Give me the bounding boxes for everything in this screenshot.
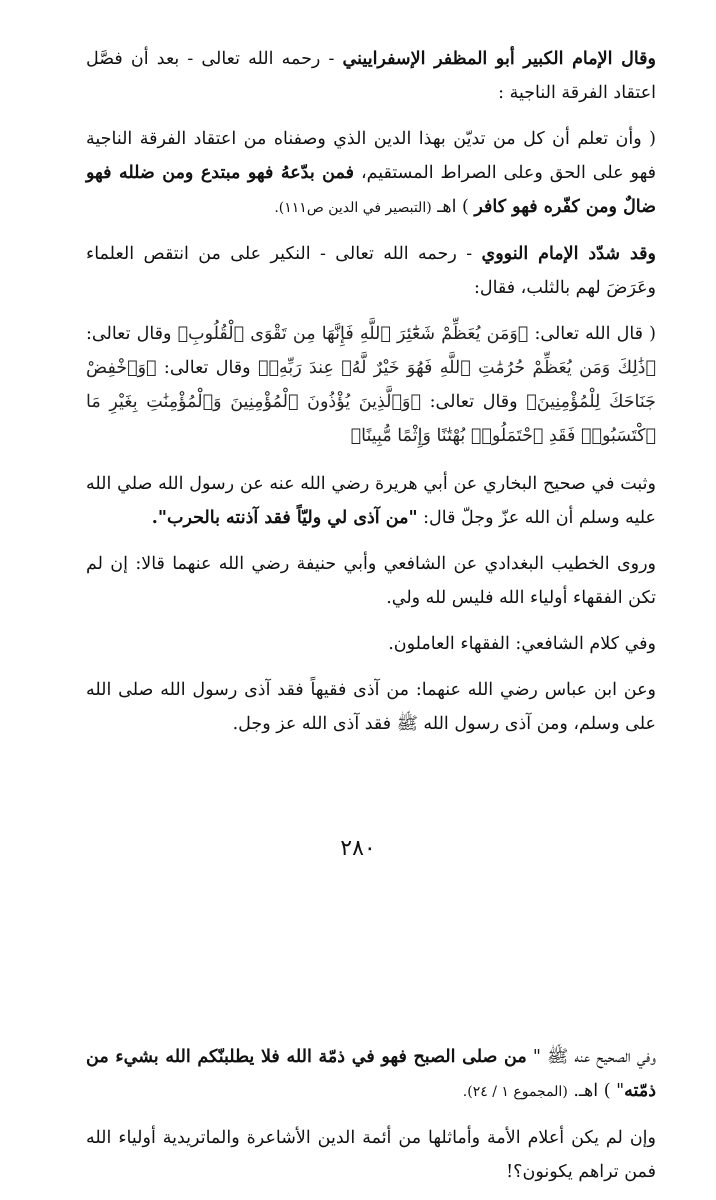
quran-verse-3: ﴿وَٱخْفِضْ جَنَاحَكَ لِلْمُؤْمِنِينَ﴾	[86, 358, 656, 412]
quran-verse-4: ﴿وَٱلَّذِينَ يُؤْذُونَ ٱلْمُؤْمِنِينَ وَٱلْمُؤْمِنَٰتِ بِغَيْرِ مَا ٱكْتَسَبُوا۟ فَقَدِ ٱحْتَمَلُوا۟ بُهْتَٰنًا وَإِثْمًا مُّبِينًا﴾	[86, 392, 656, 446]
paragraph-shafii: وفي كلام الشافعي: الفقهاء العاملون.	[388, 634, 656, 654]
paragraph-nawawi	[86, 237, 656, 305]
paragraph-isfarayini	[86, 42, 656, 110]
sahih-hadith-end: " ) اهـ.	[567, 1081, 625, 1101]
tabsir-quote-text: ( وأن تعلم أن كل من تديّن بهذا الدين الذي وصفناه من اعتقاد الفرقة الناجية فهو على الحق وعلى الصراط المستقيم،	[86, 129, 656, 183]
tabsir-quote-bold: فمن بدّعهُ فهو مبتدع ومن ضلله فهو ضالٌ ومن كفّره فهو كافر	[86, 163, 656, 217]
paragraph-khatib: وروى الخطيب البغدادي عن الشافعي وأبي حنيفة رضي الله عنهما قالا: إن لم تكن الفقهاء أولياء الله فليس لله ولي.	[86, 554, 656, 608]
nawawi-intro: - رحمه الله تعالى - النكير على من انتقص العلماء وعَرَضَ لهم بالثلب، فقال:	[86, 244, 656, 298]
verse-intro-1: ( قال الله تعالى:	[528, 324, 656, 344]
isfarayini-intro: - رحمه الله تعالى - بعد أن فصَّل اعتقاد الفرقة الناجية :	[86, 49, 656, 103]
sahih-hadith-text: من صلى الصبح فهو في ذمّة الله فلا يطلبنّكم الله بشيء من ذمّته	[86, 1047, 656, 1101]
paragraph-sahih-hadith	[86, 1040, 656, 1109]
page-number: ٢٨٠	[340, 836, 376, 861]
page-281-body	[86, 1040, 656, 1189]
tabsir-quote-end: ) اهـ	[431, 197, 475, 217]
paragraph-ashari-maturidi: وإن لم يكن أعلام الأمة وأماثلها من أئمة الدين الأشاعرة والماتريدية أولياء الله فمن تراهم يكونون؟!	[86, 1128, 656, 1182]
bukhari-hadith-intro: وثبت في صحيح البخاري عن أبي هريرة رضي الله عنه عن رسول الله صلي الله عليه وسلم أن الله عزّ وجلّ قال:	[86, 474, 656, 528]
majmu-citation: (المجموع ١ / ٢٤).	[462, 1084, 568, 1100]
paragraph-ibn-abbas: وعن ابن عباس رضي الله عنهما: من آذى فقيهاً فقد آذى رسول الله صلى الله على وسلم، ومن آذى رسول الله ﷺ فقد آذى الله عز وجل.	[86, 680, 656, 734]
quran-verse-2: ﴿ذَٰلِكَ وَمَن يُعَظِّمْ حُرُمَٰتِ ٱللَّهِ فَهُوَ خَيْرٌ لَّهُۥ عِندَ رَبِّهِۦ﴾	[257, 358, 656, 378]
verse-intro-4: وقال تعالى:	[420, 392, 527, 412]
nawawi-name: وقد شدّد الإمام النووي	[481, 244, 656, 264]
quran-verse-1: ﴿وَمَن يُعَظِّمْ شَعَٰٓئِرَ ٱللَّهِ فَإِنَّهَا مِن تَقْوَى ٱلْقُلُوبِ﴾	[177, 324, 529, 344]
page-280-body	[86, 42, 656, 741]
sahih-hadith-intro: وفي الصحيح عنه ﷺ "	[526, 1047, 656, 1067]
verse-intro-2: وقال تعالى:	[86, 324, 178, 344]
verse-intro-3: وقال تعالى:	[156, 358, 258, 378]
isfarayini-name: وقال الإمام الكبير أبو المظفر الإسفراييني	[342, 49, 656, 69]
tabsir-citation: (التبصير في الدين ص١١١).	[274, 200, 432, 216]
paragraph-quran-verses	[86, 317, 656, 453]
paragraph-tabsir-quote	[86, 122, 656, 225]
bukhari-hadith-text: "من آذى لي وليّاً فقد آذنته بالحرب".	[151, 508, 418, 528]
paragraph-bukhari-hadith	[86, 467, 656, 535]
